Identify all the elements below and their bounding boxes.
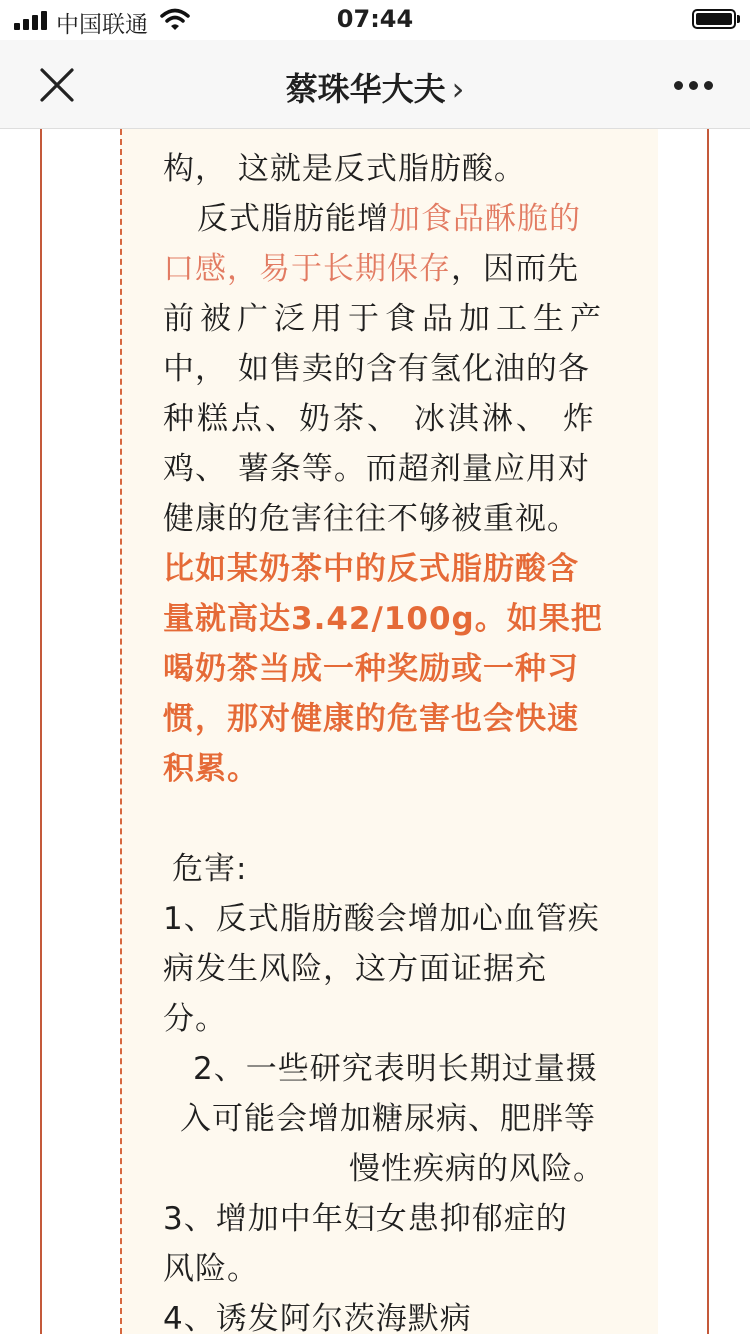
- text-segment: ，因而先: [451, 251, 579, 287]
- text-line: 构， 这就是反式脂肪酸。: [163, 151, 526, 187]
- text-line: 入可能会增加糖尿病、肥胖等: [180, 1101, 596, 1137]
- paragraph-line: [197, 193, 581, 238]
- status-bar: [0, 0, 750, 40]
- highlight-text: 口感，易于长期保存: [163, 251, 451, 287]
- text-line: 4、诱发阿尔茨海默病: [163, 1301, 472, 1334]
- emphasis-line: 比如某奶茶中的反式脂肪酸含: [163, 551, 579, 587]
- chevron-right-icon: ›: [451, 70, 465, 108]
- text-line: 1、反式脂肪酸会增加心血管疾: [163, 901, 600, 937]
- text-line: 3、增加中年妇女患抑郁症的: [163, 1201, 568, 1237]
- carrier-name: 中国联通: [56, 12, 148, 38]
- text-line: 健康的危害往往不够被重视。: [163, 501, 579, 537]
- frame-border-left: [40, 129, 42, 1334]
- text-line: 分。: [163, 1001, 227, 1037]
- text-line: 前被广泛用于食品加工生产: [163, 301, 607, 337]
- battery-tip: [737, 15, 740, 23]
- text-line: 种糕点、奶茶、 冰淇淋、 炸: [163, 401, 597, 437]
- text-line: 鸡、 薯条等。而超剂量应用对: [163, 451, 590, 487]
- more-icon: [674, 81, 683, 90]
- account-name: 蔡珠华大夫: [285, 70, 446, 108]
- text-line: 病发生风险，这方面证据充: [163, 951, 547, 987]
- highlight-text: 加食品酥脆的: [389, 201, 581, 237]
- clock-time: 07:44: [336, 5, 414, 33]
- text-line: 2、一些研究表明长期过量摄: [193, 1051, 598, 1087]
- emphasis-line: 量就高达3.42/100g。如果把: [163, 601, 603, 637]
- battery-icon: [692, 9, 736, 29]
- text-segment: 反式脂肪能增: [197, 201, 389, 237]
- section-heading: 危害:: [172, 851, 248, 887]
- emphasis-line: 喝奶茶当成一种奖励或一种习: [163, 651, 579, 687]
- frame-border-right: [707, 129, 709, 1334]
- text-line: 慢性疾病的风险。: [349, 1151, 605, 1187]
- paragraph-line: [163, 243, 579, 288]
- text-line: 中， 如售卖的含有氢化油的各: [163, 351, 590, 387]
- emphasis-line: 惯，那对健康的危害也会快速: [163, 701, 579, 737]
- article-body[interactable]: [0, 129, 750, 1334]
- more-button[interactable]: [674, 78, 714, 92]
- nav-bar: [0, 40, 750, 129]
- emphasis-line: 积累。: [163, 751, 259, 787]
- text-line: 风险。: [163, 1251, 259, 1287]
- account-title[interactable]: [0, 64, 750, 110]
